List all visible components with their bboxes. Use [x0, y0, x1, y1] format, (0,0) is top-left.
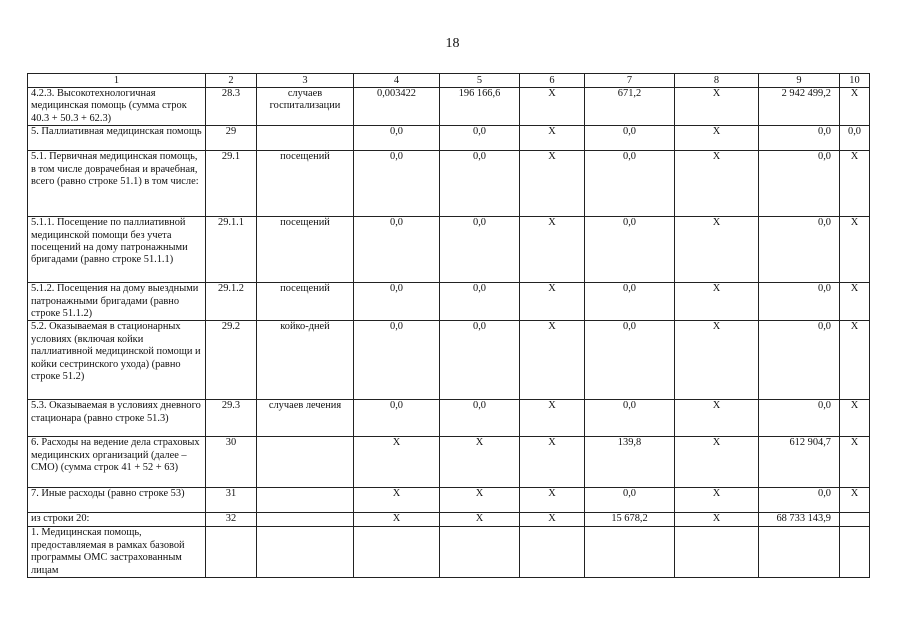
table-cell-col-3: посещений [257, 217, 354, 283]
table-cell-col-7: 0,0 [585, 217, 675, 283]
table-cell-col-5: X [440, 488, 520, 513]
table-cell-col-8: X [675, 437, 759, 488]
column-header: 4 [354, 74, 440, 88]
table-cell-col-5: 0,0 [440, 217, 520, 283]
table-cell-col-9: 0,0 [759, 400, 840, 437]
table-cell-col-1: 5. Паллиативная медицинская помощь [28, 126, 206, 151]
table-cell-col-4: 0,0 [354, 126, 440, 151]
table-cell-col-4: 0,0 [354, 217, 440, 283]
table-cell-col-1: 6. Расходы на ведение дела страховых медицинских организаций (далее – СМО) (сумма строк 41 + 52 + 63) [28, 437, 206, 488]
header-row [28, 74, 870, 88]
table-cell-col-4: 0,0 [354, 321, 440, 400]
table-cell-col-7: 0,0 [585, 400, 675, 437]
table-cell-col-10: X [840, 321, 870, 400]
table-cell-col-1: 7. Иные расходы (равно строке 53) [28, 488, 206, 513]
table-cell-col-3: случаев лечения [257, 400, 354, 437]
table-cell-col-2: 29.3 [206, 400, 257, 437]
table-row [28, 151, 870, 217]
column-header: 7 [585, 74, 675, 88]
table-cell-col-1: 5.3. Оказываемая в условиях дневного стационара (равно строке 51.3) [28, 400, 206, 437]
table-cell-col-6: X [520, 283, 585, 321]
table-cell-col-7: 15 678,2 [585, 513, 675, 527]
table-cell-col-5: 0,0 [440, 321, 520, 400]
table-cell-col-4 [354, 527, 440, 578]
table-row [28, 126, 870, 151]
table-cell-col-6: X [520, 217, 585, 283]
table-cell-col-2: 29.2 [206, 321, 257, 400]
table-cell-col-1: 5.2. Оказываемая в стационарных условиях (включая койки паллиативной медицинской помощи и койки сестринского ухода) (равно строке 51.2) [28, 321, 206, 400]
table-cell-col-7: 0,0 [585, 321, 675, 400]
table-cell-col-5: X [440, 513, 520, 527]
table-cell-col-6 [520, 527, 585, 578]
column-header: 3 [257, 74, 354, 88]
table-cell-col-10 [840, 527, 870, 578]
table-cell-col-7: 0,0 [585, 151, 675, 217]
table-cell-col-9: 0,0 [759, 151, 840, 217]
table-cell-col-2: 29.1.2 [206, 283, 257, 321]
table-cell-col-8: X [675, 321, 759, 400]
table-cell-col-3: случаев госпитализации [257, 88, 354, 126]
table-cell-col-9 [759, 527, 840, 578]
table-cell-col-9: 0,0 [759, 488, 840, 513]
table-row [28, 217, 870, 283]
table-cell-col-9: 0,0 [759, 217, 840, 283]
table-cell-col-4: X [354, 488, 440, 513]
table-cell-col-6: X [520, 437, 585, 488]
table-cell-col-10: X [840, 283, 870, 321]
table-row [28, 437, 870, 488]
table-cell-col-3: посещений [257, 283, 354, 321]
table-cell-col-1: 4.2.3. Высокотехнологичная медицинская помощь (сумма строк 40.3 + 50.3 + 62.3) [28, 88, 206, 126]
column-header: 2 [206, 74, 257, 88]
table-cell-col-10: 0,0 [840, 126, 870, 151]
table-row [28, 527, 870, 578]
table-cell-col-6: X [520, 488, 585, 513]
table-cell-col-1: 5.1.2. Посещения на дому выездными патронажными бригадами (равно строке 51.1.2) [28, 283, 206, 321]
table-cell-col-3 [257, 488, 354, 513]
table-cell-col-10: X [840, 400, 870, 437]
table-cell-col-4: X [354, 437, 440, 488]
column-header: 6 [520, 74, 585, 88]
table-row [28, 88, 870, 126]
table-cell-col-10: X [840, 488, 870, 513]
table-cell-col-1: 5.1. Первичная медицинская помощь, в том числе доврачебная и врачебная, всего (равно строке 51.1) в том числе: [28, 151, 206, 217]
table-cell-col-8: X [675, 126, 759, 151]
table-cell-col-7: 671,2 [585, 88, 675, 126]
table-cell-col-2: 30 [206, 437, 257, 488]
table-cell-col-8: X [675, 513, 759, 527]
table-cell-col-2: 32 [206, 513, 257, 527]
table-cell-col-1: 5.1.1. Посещение по паллиативной медицинской помощи без учета посещений на дому патронажными бригадами (равно строке 51.1.1) [28, 217, 206, 283]
table-cell-col-3 [257, 527, 354, 578]
table-cell-col-7: 0,0 [585, 126, 675, 151]
table-row [28, 283, 870, 321]
table-cell-col-6: X [520, 88, 585, 126]
table-cell-col-2: 31 [206, 488, 257, 513]
column-header: 1 [28, 74, 206, 88]
table-cell-col-5: 196 166,6 [440, 88, 520, 126]
table-cell-col-5: 0,0 [440, 400, 520, 437]
table-cell-col-9: 68 733 143,9 [759, 513, 840, 527]
table-cell-col-8: X [675, 283, 759, 321]
table-cell-col-10 [840, 513, 870, 527]
table-row [28, 488, 870, 513]
financing-table [27, 73, 870, 578]
table-cell-col-9: 612 904,7 [759, 437, 840, 488]
table-cell-col-7: 139,8 [585, 437, 675, 488]
table-cell-col-7: 0,0 [585, 283, 675, 321]
table-cell-col-4: 0,003422 [354, 88, 440, 126]
table-cell-col-3 [257, 126, 354, 151]
table-cell-col-2 [206, 527, 257, 578]
table-cell-col-8 [675, 527, 759, 578]
table-row [28, 513, 870, 527]
page-number: 18 [445, 36, 460, 51]
table-cell-col-5: 0,0 [440, 283, 520, 321]
table-cell-col-6: X [520, 126, 585, 151]
table-cell-col-6: X [520, 400, 585, 437]
table-cell-col-3: посещений [257, 151, 354, 217]
column-header: 9 [759, 74, 840, 88]
table-row [28, 321, 870, 400]
table-cell-col-5 [440, 527, 520, 578]
table-cell-col-4: X [354, 513, 440, 527]
table-cell-col-8: X [675, 88, 759, 126]
table-cell-col-5: 0,0 [440, 126, 520, 151]
table-cell-col-6: X [520, 321, 585, 400]
table-cell-col-10: X [840, 151, 870, 217]
table-cell-col-2: 28.3 [206, 88, 257, 126]
table-cell-col-9: 2 942 499,2 [759, 88, 840, 126]
table-cell-col-7 [585, 527, 675, 578]
table-cell-col-4: 0,0 [354, 151, 440, 217]
table-cell-col-9: 0,0 [759, 126, 840, 151]
table-cell-col-6: X [520, 151, 585, 217]
table-cell-col-6: X [520, 513, 585, 527]
column-header: 10 [840, 74, 870, 88]
table-row [28, 400, 870, 437]
column-header: 5 [440, 74, 520, 88]
table-cell-col-2: 29.1.1 [206, 217, 257, 283]
table-cell-col-9: 0,0 [759, 283, 840, 321]
table-cell-col-1: из строки 20: [28, 513, 206, 527]
table-cell-col-8: X [675, 151, 759, 217]
table-cell-col-10: X [840, 88, 870, 126]
table-cell-col-10: X [840, 217, 870, 283]
column-header: 8 [675, 74, 759, 88]
table-cell-col-2: 29 [206, 126, 257, 151]
table-cell-col-8: X [675, 488, 759, 513]
table-cell-col-4: 0,0 [354, 400, 440, 437]
table-cell-col-7: 0,0 [585, 488, 675, 513]
table-cell-col-2: 29.1 [206, 151, 257, 217]
table-cell-col-4: 0,0 [354, 283, 440, 321]
table-cell-col-5: 0,0 [440, 151, 520, 217]
table-cell-col-5: X [440, 437, 520, 488]
table-cell-col-8: X [675, 400, 759, 437]
table-cell-col-3: койко-дней [257, 321, 354, 400]
table-cell-col-3 [257, 513, 354, 527]
table-cell-col-3 [257, 437, 354, 488]
table-cell-col-10: X [840, 437, 870, 488]
table-cell-col-9: 0,0 [759, 321, 840, 400]
table-cell-col-8: X [675, 217, 759, 283]
table-cell-col-1: 1. Медицинская помощь, предоставляемая в рамках базовой программы ОМС застрахованным лицам [28, 527, 206, 578]
